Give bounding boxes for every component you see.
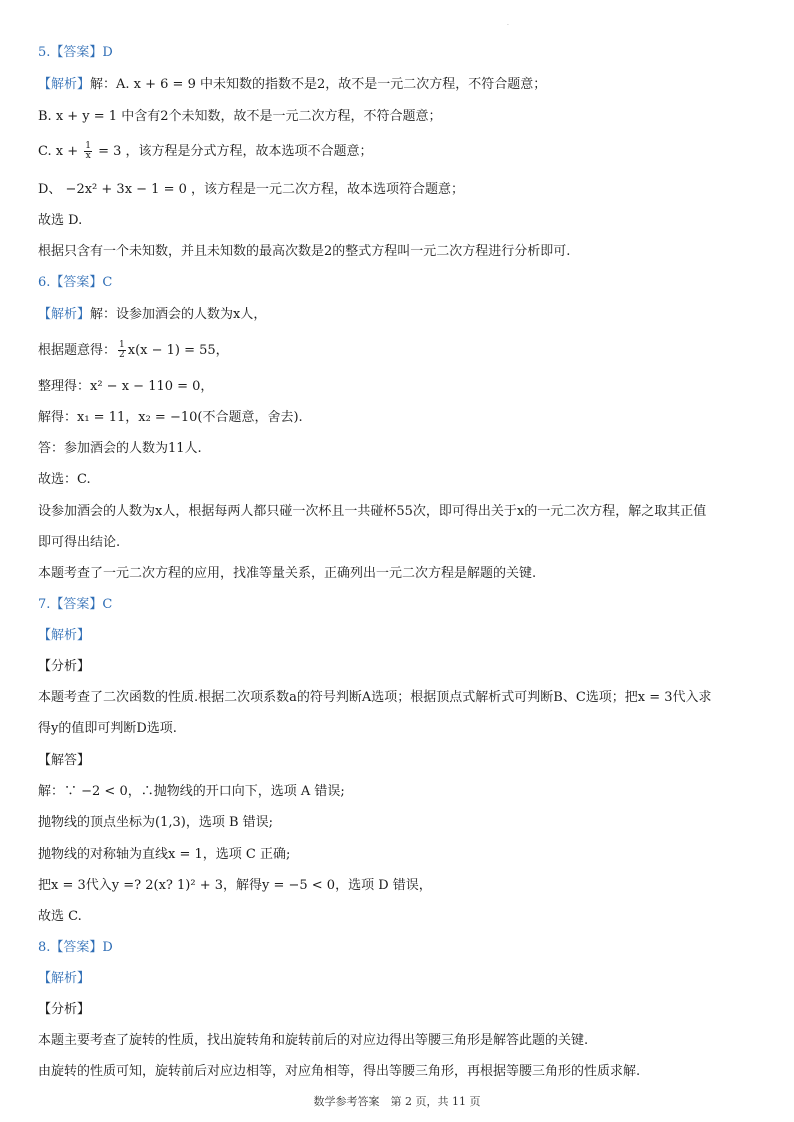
q7-line-7: 故选 C.: [38, 909, 82, 924]
q6-frac-den: 2: [119, 350, 125, 360]
q5-line-6: 根据只含有一个未知数，并且未知数的最高次数是2的整式方程叫一元二次方程进行分析即可.: [38, 244, 571, 259]
q5-text-3b: = 3 ，该方程是分式方程，故本选项不合题意；: [98, 144, 373, 159]
q6-line-6: 故选：C.: [38, 472, 91, 487]
q6-line-2: [38, 341, 229, 361]
q6-text-2a: 根据题意得：: [38, 343, 117, 358]
q6-line-1: [38, 305, 266, 325]
q6-line-5: 答：参加酒会的人数为11人.: [38, 441, 202, 456]
q7-jiexi-tag: 【解析】: [38, 628, 91, 643]
q5-line-4: D、 −2x² + 3x − 1 = 0 ，该方程是一元二次方程，故本选项符合题意；: [38, 182, 465, 197]
q5-text-3a: C. x +: [38, 144, 79, 159]
q7-line-6: 把x = 3代入y =? 2(x? 1)² + 3，解得y = −5 < 0，选项 D 错误，: [38, 878, 432, 893]
q6-text-2b: x(x − 1) = 55，: [127, 343, 229, 358]
q7-line-4: 抛物线的顶点坐标为(1,3)，选项 B 错误;: [38, 815, 274, 830]
q7-jieda-tag: 【解答】: [38, 753, 91, 768]
q6-line-8: 即可得出结论.: [38, 535, 121, 550]
q5-fraction: [84, 142, 92, 161]
q5-text-1: 解：A. x + 6 = 9 中未知数的指数不是2，故不是一元二次方程，不符合题意；: [90, 77, 547, 92]
q7-fenxi-tag: 【分析】: [38, 659, 91, 674]
q6-frac-num: 1: [119, 340, 125, 350]
q7-answer: 7.【答案】C: [38, 597, 113, 612]
q6-text-1: 解：设参加酒会的人数为x人，: [90, 307, 267, 322]
q8-jiexi-tag: 【解析】: [38, 971, 91, 986]
q6-line-7: 设参加酒会的人数为x人，根据每两人都只碰一次杯且一共碰杯55次，即可得出关于x的一元二次方程，解之取其正值: [38, 504, 707, 519]
q6-line-4: 解得：x₁ = 11，x₂ = −10(不合题意，舍去).: [38, 410, 303, 425]
q6-line-9: 本题考查了一元二次方程的应用，找准等量关系，正确列出一元二次方程是解题的关键.: [38, 566, 537, 581]
q7-line-2: 得y的值即可判断D选项.: [38, 721, 177, 736]
q5-line-3: [38, 142, 373, 162]
q8-line-1: 本题主要考查了旋转的性质，找出旋转角和旋转前后的对应边得出等腰三角形是解答此题的关键.: [38, 1033, 589, 1048]
q5-answer: 5.【答案】D: [38, 45, 113, 60]
q7-line-3: 解：∵ −2 < 0，∴抛物线的开口向下，选项 A 错误;: [38, 784, 345, 799]
q6-answer: 6.【答案】C: [38, 275, 113, 290]
q5-line-2: B. x + y = 1 中含有2个未知数，故不是一元二次方程，不符合题意；: [38, 109, 442, 124]
q8-fenxi-tag: 【分析】: [38, 1002, 91, 1017]
q5-jiexi-tag: 【解析】: [38, 77, 91, 92]
page-footer: 数学参考答案 第 2 页，共 11 页: [313, 1095, 481, 1108]
q7-line-5: 抛物线的对称轴为直线x = 1，选项 C 正确;: [38, 847, 291, 862]
q7-line-1: 本题考查了二次函数的性质.根据二次项系数a的符号判断A选项；根据顶点式解析式可判断B、C选项；把x = 3代入求: [38, 690, 712, 705]
q5-frac-den: x: [85, 151, 91, 161]
q6-jiexi-tag: 【解析】: [38, 307, 91, 322]
q5-line-1: [38, 75, 546, 95]
top-mark: ·: [507, 22, 509, 29]
q6-line-3: 整理得：x² − x − 110 = 0，: [38, 379, 214, 394]
q5-frac-num: 1: [85, 141, 91, 151]
q8-line-2: 由旋转的性质可知，旋转前后对应边相等，对应角相等，得出等腰三角形，再根据等腰三角形的性质求解.: [38, 1064, 641, 1079]
q8-answer: 8.【答案】D: [38, 940, 113, 955]
q5-line-5: 故选 D.: [38, 213, 83, 228]
q6-fraction: [118, 341, 126, 360]
